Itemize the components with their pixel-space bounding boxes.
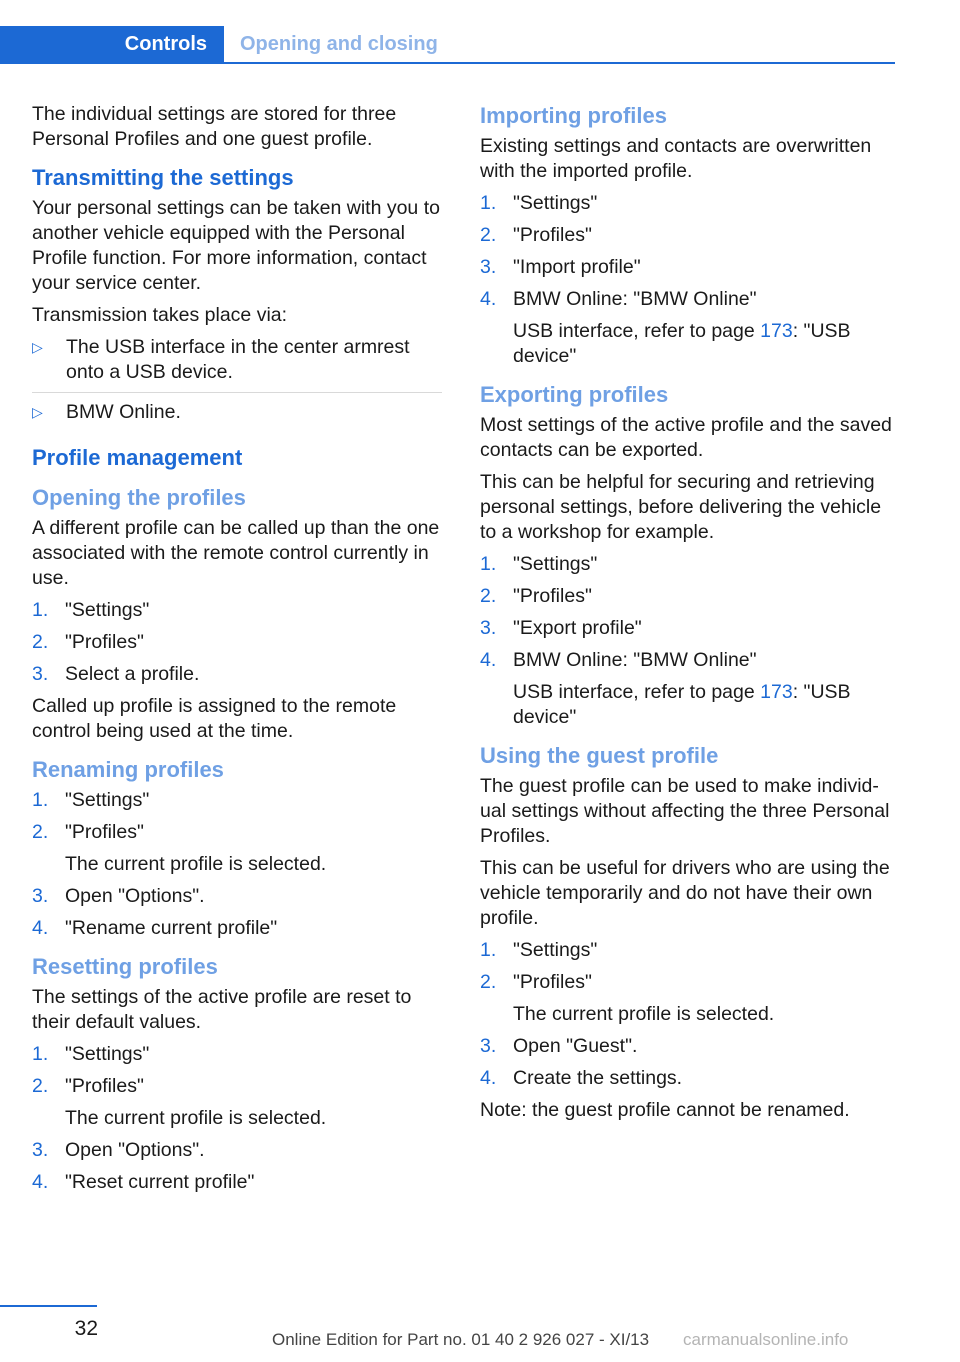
export-steps xyxy=(480,552,892,730)
list-item: 4. "Reset current profile" xyxy=(32,1171,255,1193)
transmit-via: Transmission takes place via: xyxy=(32,304,288,326)
guest-steps xyxy=(480,938,892,1091)
list-item: 3. "Import profile" xyxy=(480,256,641,278)
transmit-body: Your personal settings can be taken with you to another vehicle equipped with the Personal Profile function. For more information, contact your service center. xyxy=(32,197,440,294)
guest-body-1: The guest profile can be used to make individual settings without affecting the three Personal Profiles. xyxy=(480,775,890,847)
transmit-bullet-list xyxy=(32,335,442,432)
export-usb-note: USB interface, refer to page 173: "USB device" xyxy=(513,681,851,728)
list-item: ▷ The USB interface in the center armrest onto a USB device. xyxy=(32,335,442,393)
import-body: Existing settings and contacts are overwritten with the imported profile. xyxy=(480,135,872,182)
list-item: 1. "Settings" xyxy=(32,789,150,811)
list-item: 3. Select a profile. xyxy=(32,663,200,685)
list-item: 4. BMW Online: "BMW Online" USB interface, refer to page 173: "USB device" xyxy=(480,287,892,369)
heading-profile-management: Profile management xyxy=(32,445,243,470)
list-item: 1. "Settings" xyxy=(480,939,598,961)
footer-divider xyxy=(0,1305,97,1307)
heading-opening-profiles: Opening the profiles xyxy=(32,485,246,510)
heading-importing-profiles: Importing profiles xyxy=(480,103,667,128)
heading-transmitting-settings: Transmitting the settings xyxy=(32,165,294,190)
list-item: 2. "Profiles" The current profile is selected. xyxy=(32,1075,327,1129)
heading-using-guest-profile: Using the guest profile xyxy=(480,743,719,768)
opening-body: A different profile can be called up than the one associated with the remote control currently in use. xyxy=(32,517,440,589)
list-item: 2. "Profiles" The current profile is selected. xyxy=(480,971,775,1025)
list-item: 4. "Rename current profile" xyxy=(32,917,278,939)
list-item: 2. "Profiles" xyxy=(480,585,592,607)
tab-opening-and-closing[interactable]: Opening and closing xyxy=(240,32,438,55)
heading-resetting-profiles: Resetting profiles xyxy=(32,954,218,979)
list-item: 2. "Profiles" The current profile is selected. xyxy=(32,821,327,875)
list-item: 1. "Settings" xyxy=(480,192,598,214)
opening-note: Called up profile is assigned to the remote control being used at the time. xyxy=(32,695,397,742)
triangle-bullet-icon: ▷ xyxy=(32,404,43,420)
guest-note: Note: the guest profile cannot be renamed. xyxy=(480,1099,850,1121)
resetting-body: The settings of the active profile are reset to their default values. xyxy=(32,986,412,1033)
list-item: 4. BMW Online: "BMW Online" USB interface, refer to page 173: "USB device" xyxy=(480,648,892,730)
import-usb-note: USB interface, refer to page 173: "USB device" xyxy=(513,320,851,367)
page-header xyxy=(0,26,895,64)
list-item: 3. "Export profile" xyxy=(480,617,642,639)
page-number: 32 xyxy=(74,1317,98,1340)
edition-text: Online Edition for Part no. 01 40 2 926 027 - XI/13 xyxy=(272,1330,650,1349)
list-item: 1. "Settings" xyxy=(32,1043,150,1065)
list-item: ▷ BMW Online. xyxy=(32,401,181,423)
watermark: carmanualsonline.info xyxy=(683,1330,849,1349)
left-column xyxy=(32,102,442,1202)
heading-exporting-profiles: Exporting profiles xyxy=(480,382,669,407)
list-item: 3. Open "Options". xyxy=(32,1139,205,1161)
list-item: 1. "Settings" xyxy=(32,599,150,621)
triangle-bullet-icon: ▷ xyxy=(32,339,43,355)
import-steps xyxy=(480,191,892,369)
opening-steps xyxy=(32,598,442,687)
resetting-steps xyxy=(32,1042,442,1195)
list-item: 1. "Settings" xyxy=(480,553,598,575)
page-reference-link[interactable]: 173 xyxy=(760,320,793,342)
list-item: 4. Create the settings. xyxy=(480,1067,683,1089)
list-item: 2. "Profiles" xyxy=(32,631,144,653)
guest-body-2: This can be useful for drivers who are using the vehicle temporarily and do not have their own profile. xyxy=(480,857,890,929)
page-reference-link[interactable]: 173 xyxy=(760,681,793,703)
list-item: 3. Open "Guest". xyxy=(480,1035,638,1057)
export-body-1: Most settings of the active profile and the saved contacts can be exported. xyxy=(480,414,892,461)
renaming-steps xyxy=(32,788,442,941)
export-body-2: This can be helpful for securing and retrieving personal settings, before delivering the vehicle to a workshop for example. xyxy=(480,471,882,543)
heading-renaming-profiles: Renaming profiles xyxy=(32,757,224,782)
list-item: 2. "Profiles" xyxy=(480,224,592,246)
list-item: 3. Open "Options". xyxy=(32,885,205,907)
intro-text: The individual settings are stored for three Personal Profiles and one guest profile. xyxy=(32,103,397,150)
tab-controls[interactable]: Controls xyxy=(0,26,224,62)
right-column xyxy=(480,102,892,1130)
